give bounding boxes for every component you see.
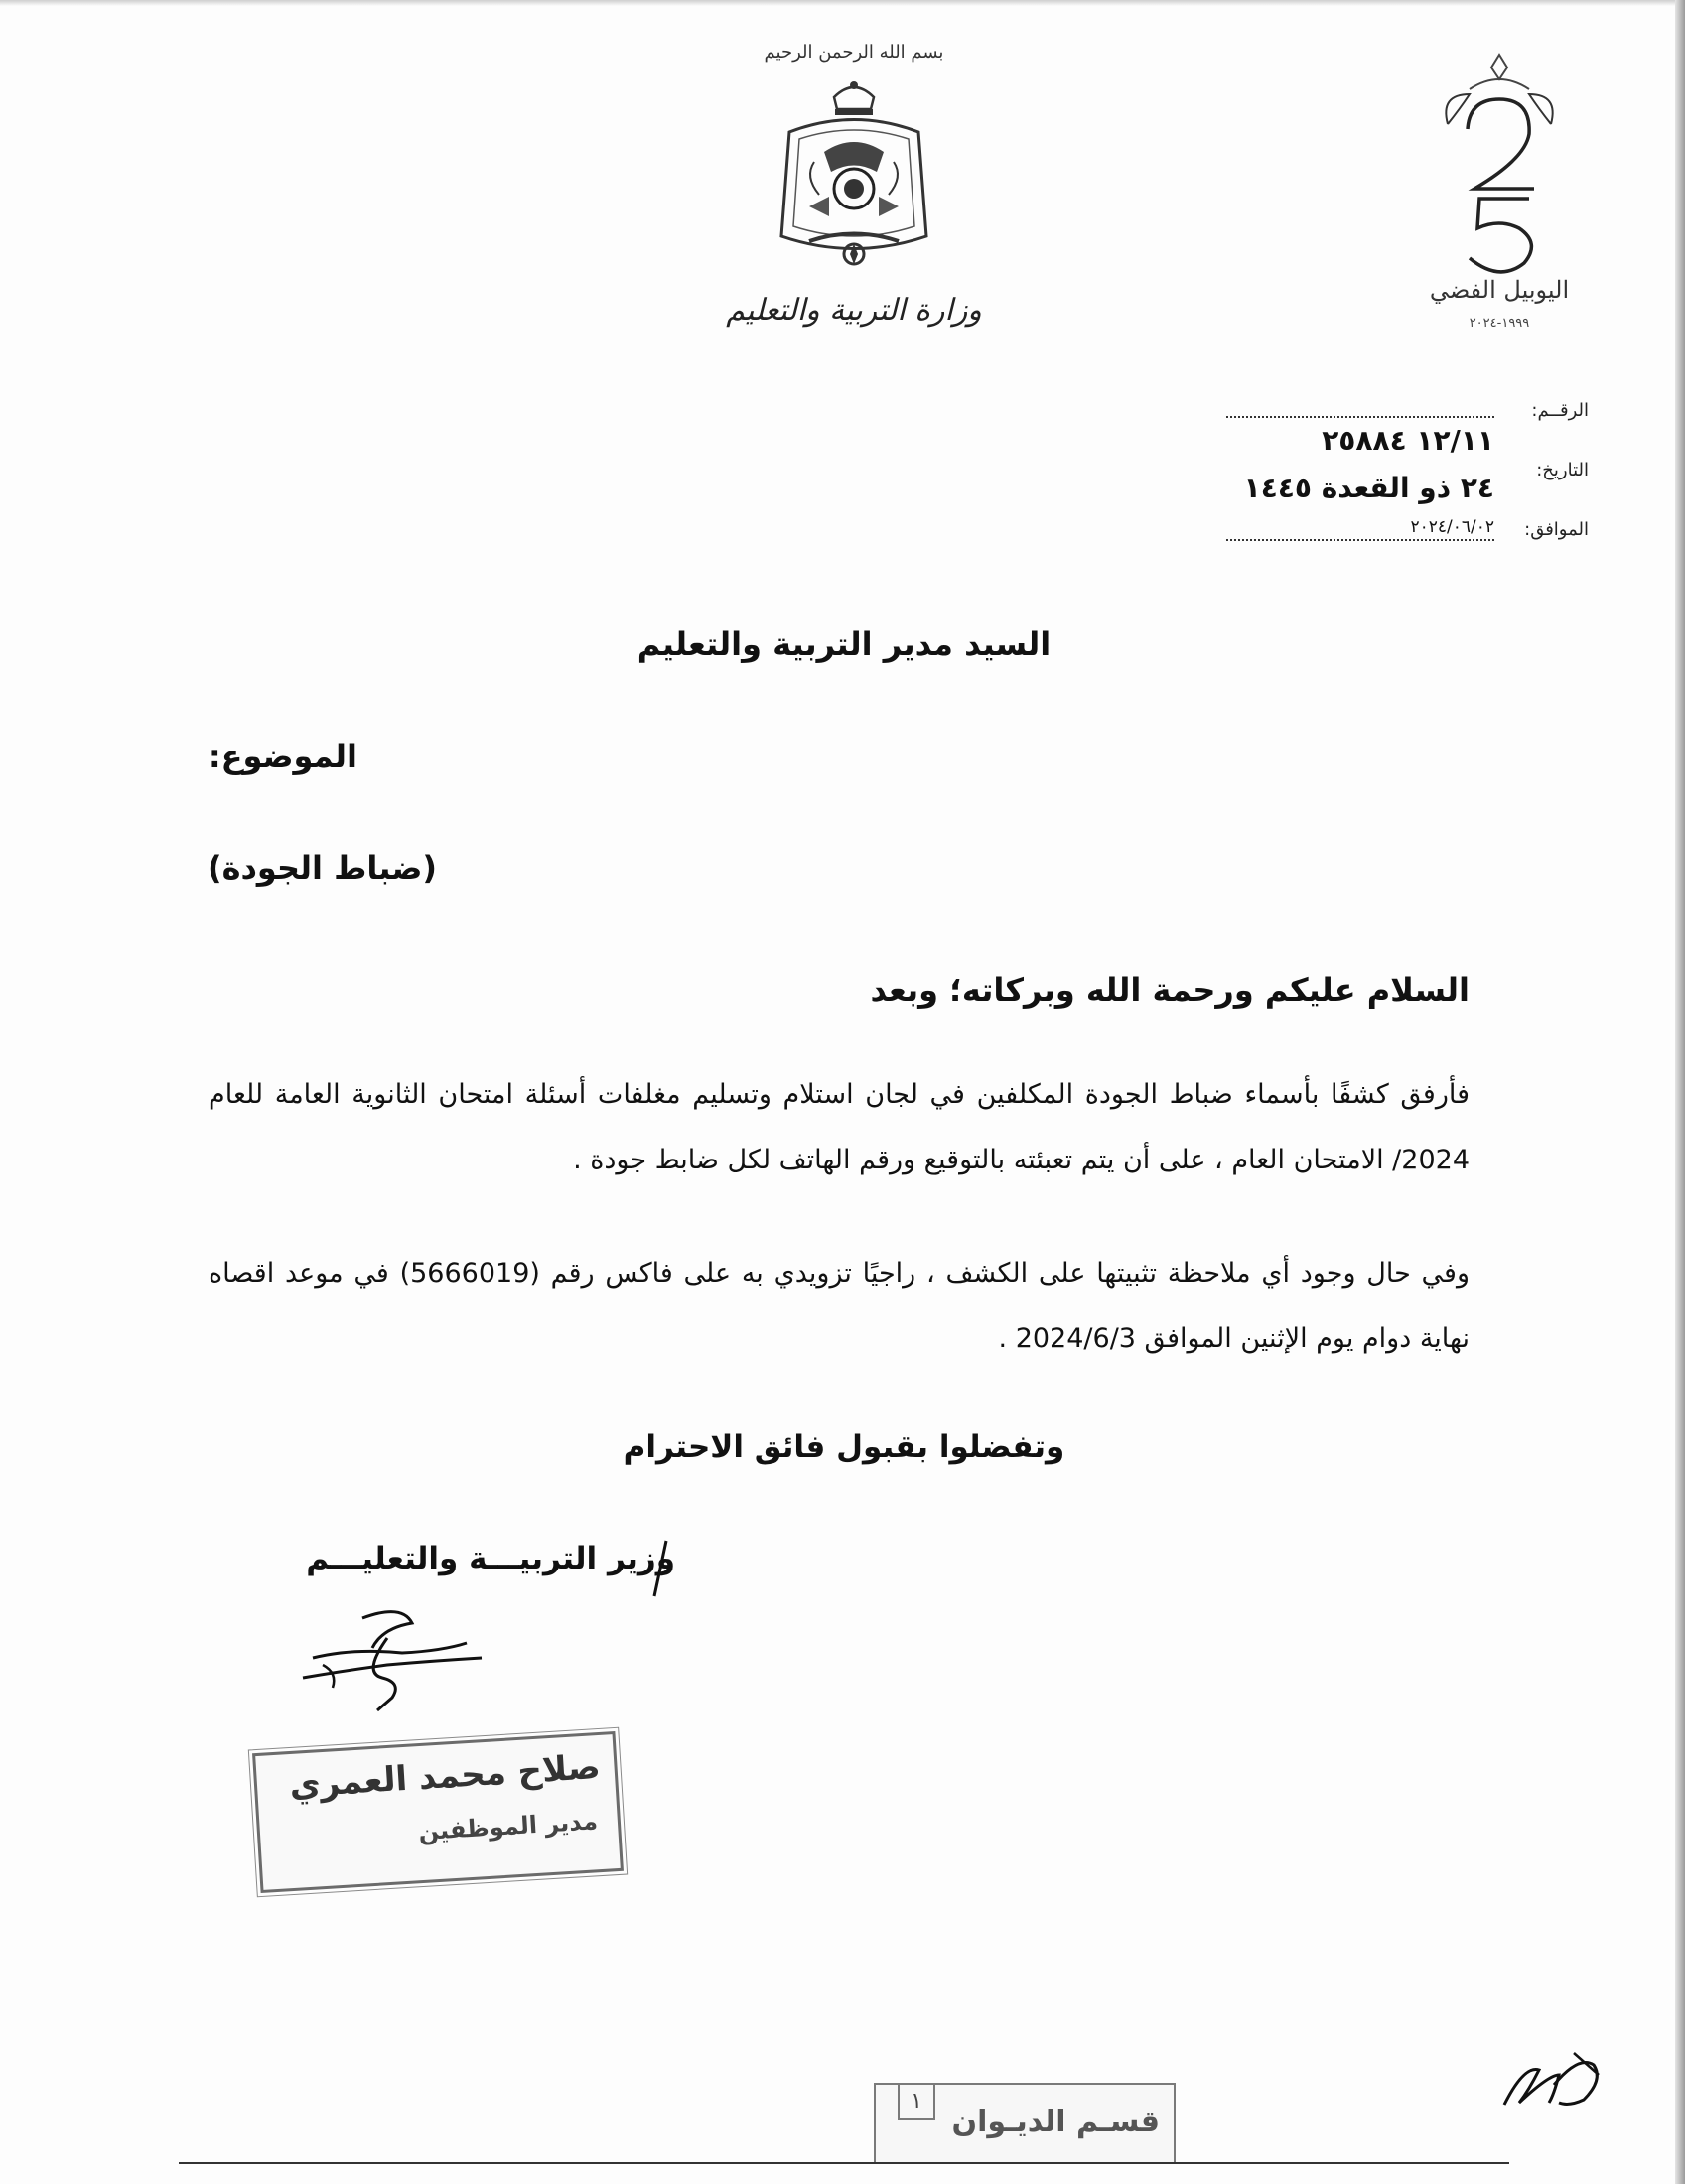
ministry-name: وزارة التربية والتعليم	[726, 293, 982, 328]
paragraph-2: وفي حال وجود أي ملاحظة تثبيتها على الكشف ، راجيًا تزويدي به على فاكس رقم (5666019) في موعد اقصاه نهاية دوام يوم الإثنين الموافق 2024/6/3 .	[209, 1258, 1470, 1354]
signatory-title: وزير التربيـــة والتعليـــم	[306, 1541, 675, 1576]
coat-of-arms-icon	[770, 77, 938, 276]
paragraph-1: فأرفق كشفًا بأسماء ضباط الجودة المكلفين في لجان استلام وتسليم مغلفات أسئلة امتحان الثانوية العامة للعام 2024/ الامتحان العام ، على أن يتم تعبئته بالتوقيع ورقم الهاتف لكل ضابط جودة .	[209, 1079, 1470, 1175]
handwritten-initials	[1499, 2045, 1609, 2115]
greeting: السلام عليكم ورحمة الله وبركاته؛ وبعد	[870, 971, 1470, 1009]
stamp-name: صلاح محمد العمري	[288, 1746, 602, 1807]
basmala: بسم الله الرحمن الرحيم	[764, 42, 944, 63]
diwan-stamp-label: قسـم الديـوان	[951, 2105, 1160, 2139]
addressee: السيد مدير التربية والتعليم	[636, 625, 1052, 663]
reference-date-label: التاريخ:	[1536, 460, 1589, 480]
silver-jubilee-logo-icon	[1430, 50, 1569, 278]
diwan-stamp-number: ١	[898, 2083, 935, 2120]
subject-label: الموضوع:	[208, 738, 357, 775]
reference-date-gregorian: ٢٠٢٤/٠٦/٠٢	[1226, 517, 1494, 541]
jubilee-years: ١٩٩٩-٢٠٢٤	[1469, 316, 1530, 331]
jubilee-text: اليوبيل الفضي	[1429, 276, 1570, 304]
reference-number-label: الرقــم:	[1531, 400, 1589, 421]
closing-line: وتفضلوا بقبول فائق الاحترام	[623, 1430, 1065, 1465]
handwritten-signature	[293, 1603, 491, 1712]
scan-right-edge	[1675, 0, 1685, 2184]
reference-date-hijri: ٢٤ ذو القعدة ١٤٤٥	[1243, 472, 1494, 504]
signature-slash-mark	[650, 1539, 670, 1598]
footer-divider	[179, 2162, 1509, 2164]
reference-number-row	[1221, 392, 1589, 457]
name-stamp	[252, 1731, 624, 1893]
diwan-stamp	[874, 2083, 1176, 2164]
subject: (ضباط الجودة)	[207, 849, 437, 887]
stamp-title: مدير الموظفين	[417, 1807, 599, 1846]
reference-block	[1221, 392, 1589, 561]
scan-top-edge	[0, 0, 1685, 6]
reference-number-dots	[1226, 414, 1494, 418]
reference-number-value: ١٢/١١ ٢٥٨٨٤	[1322, 424, 1494, 457]
reference-equiv-label: الموافق:	[1524, 519, 1589, 540]
